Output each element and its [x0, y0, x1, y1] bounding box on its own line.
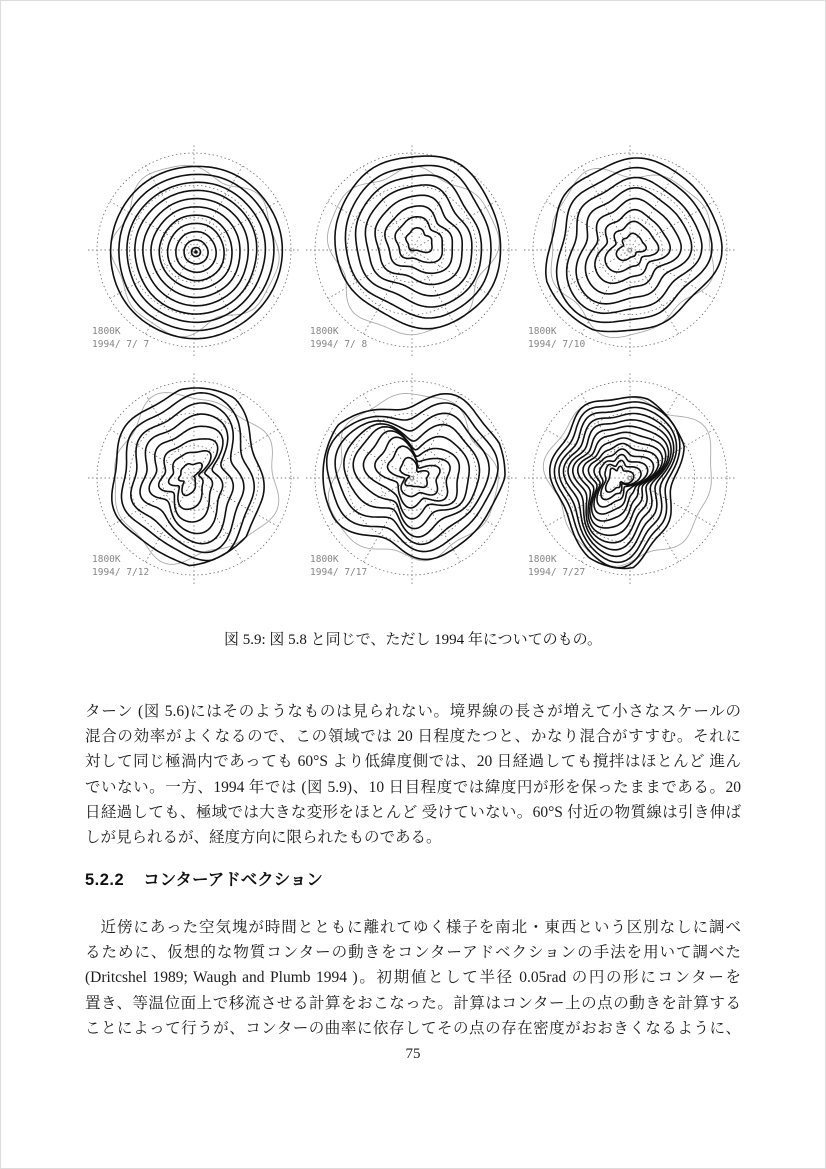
section-number: 5.2.2	[85, 871, 125, 889]
panel-labels	[92, 554, 149, 579]
text-line: ことによって行うが、コンターの曲率に依存してその点の存在密度がおおきくなるように、	[85, 1019, 741, 1037]
contour-ring	[546, 158, 722, 332]
panel-date-label: 1994/ 7/ 7	[92, 338, 150, 350]
text-line: しが見られるが、経度方向に限られたものである。	[85, 828, 442, 846]
figure-panel	[85, 368, 303, 592]
contour-ring	[406, 228, 432, 253]
contour-ring	[327, 403, 498, 552]
text-line: 混合の効率がよくなるので、この領域では 20 日程度たつと、かなり混合がすすむ。それに	[85, 728, 741, 746]
text-line: 対して同じ極渦内であっても 60°S より低緯度側では、20 日経過しても撹拌はほとんど 進ん	[85, 753, 741, 771]
text-line: ターン (図 5.6)にはそのようなものは見られない。境界線の長さが増えて小さなスケールの	[85, 703, 741, 720]
contour-lines	[111, 166, 283, 338]
text-line: 近傍にあった空気塊が時間とともに離れてゆく様子を南北・東西という区別なしに調べ	[100, 919, 741, 936]
panel-level-label: 1800K	[528, 326, 557, 337]
contour-lines	[546, 158, 722, 332]
contour-lines	[335, 156, 501, 329]
text-line: でいない。一方、1994 年では (図 5.9)、10 日目程度では緯度円が形を保ったままである。20	[85, 778, 741, 796]
contour-ring	[335, 156, 501, 329]
paragraph-mixing	[85, 699, 741, 850]
panel-labels	[528, 326, 585, 351]
vortex-center-dot	[195, 251, 197, 253]
panel-date-label: 1994/ 7/ 8	[310, 338, 368, 350]
section-heading	[85, 866, 323, 890]
panel-labels	[528, 554, 585, 579]
panel-date-label: 1994/ 7/12	[92, 566, 150, 578]
panel-level-label: 1800K	[528, 554, 557, 565]
panel-labels	[310, 326, 367, 351]
text-line: 置き、等温位面上で移流させる計算をおこなった。計算はコンター上の点の動きを計算する	[85, 994, 741, 1012]
contour-ring	[605, 221, 659, 272]
figure-panel	[303, 140, 521, 364]
panel-level-label: 1800K	[310, 554, 339, 565]
contour-ring	[179, 463, 203, 496]
contour-ring	[345, 166, 491, 319]
figure-caption: 図 5.9: 図 5.8 と同じで、ただし 1994 年についてのもの。	[224, 632, 602, 648]
figure-panel	[521, 368, 739, 592]
coastline-outline	[543, 397, 711, 566]
contour-lines	[112, 388, 264, 566]
panel-labels	[310, 554, 367, 579]
panel-level-label: 1800K	[92, 326, 121, 337]
contour-ring	[585, 199, 681, 294]
figure-panel	[85, 140, 303, 364]
panel-level-label: 1800K	[310, 326, 339, 337]
figure-panel	[521, 140, 739, 364]
text-line: るために、仮想的な物質コンターの動きをコンターアドベクションの手法を用いて調べた	[85, 944, 741, 962]
panel-date-label: 1994/ 7/27	[528, 566, 586, 578]
panel-date-label: 1994/ 7/10	[528, 338, 586, 350]
panel-date-label: 1994/ 7/17	[310, 566, 368, 578]
panel-level-label: 1800K	[92, 554, 121, 565]
text-line: 日経過しても、極域では大きな変形をほとんど 受けていない。60°S 付近の物質線は引き伸ば	[85, 803, 741, 821]
figure-panel-grid	[85, 140, 741, 592]
paragraph-contour-advection	[85, 915, 741, 1041]
contour-ring	[395, 217, 442, 263]
panel-labels	[92, 326, 149, 351]
section-title: コンターアドベクション	[143, 871, 323, 889]
contour-ring	[616, 233, 646, 260]
figure-panel	[303, 368, 521, 592]
text-line: (Dritcshel 1989; Waugh and Plumb 1994 )。初期値として半径 0.05rad の円の形にコンターを	[85, 969, 741, 987]
page-number: 75	[405, 1046, 421, 1062]
contour-ring	[363, 431, 459, 519]
